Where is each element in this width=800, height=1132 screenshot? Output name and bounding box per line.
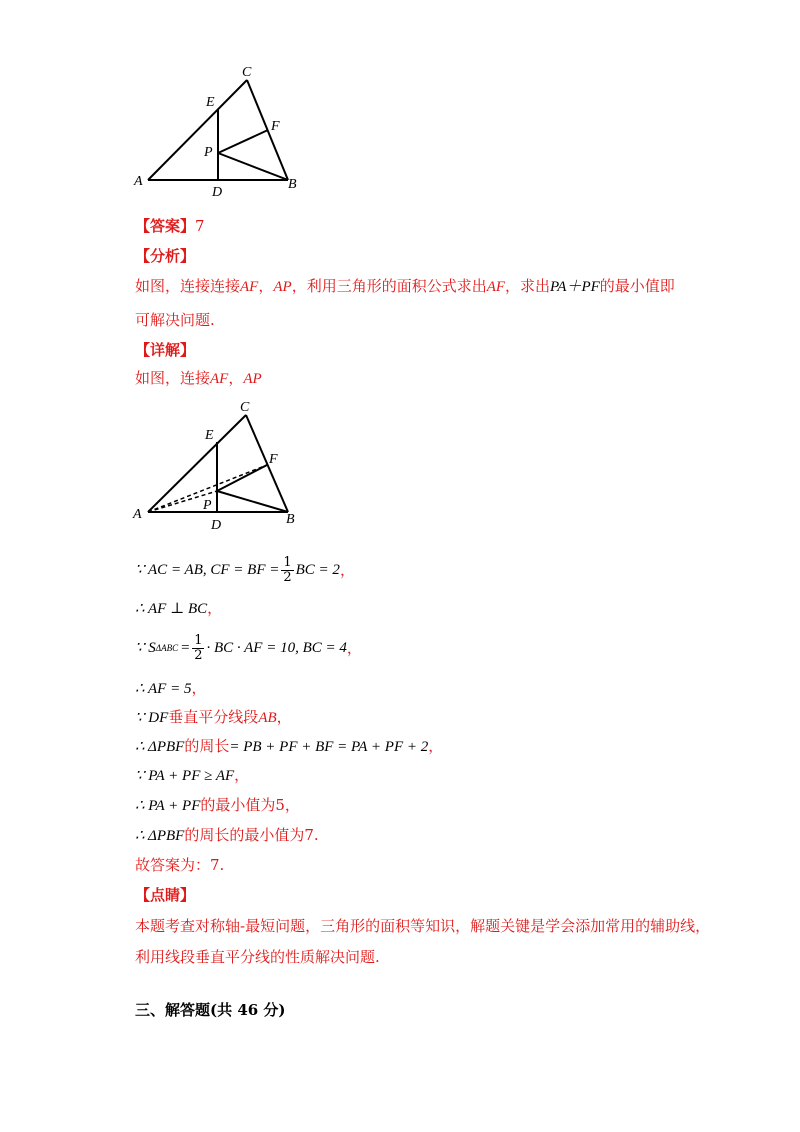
step-text: 的周长 <box>184 737 230 755</box>
step-math: · BC · AF = 10, BC = 4 <box>206 640 347 656</box>
step-math: ∴ AF ⊥ BC <box>135 601 208 617</box>
step-punct: ， <box>276 708 292 726</box>
step-9 <box>135 825 319 846</box>
fraction-denominator: 2 <box>283 569 292 585</box>
step-math: ∴ AF = 5 <box>135 681 192 697</box>
side-bc <box>246 415 288 512</box>
step-math: ∴ ΔPBF <box>135 739 185 755</box>
label-p: P <box>203 498 212 513</box>
step-6 <box>135 736 443 757</box>
segment-pb <box>218 153 288 180</box>
label-b: B <box>288 177 297 192</box>
step-math: ∴ ΔPBF <box>135 828 185 844</box>
answer-tag: 【答案】 <box>135 217 196 235</box>
label-a: A <box>134 174 143 189</box>
step-1 <box>135 550 355 590</box>
step-5 <box>135 707 292 728</box>
step-subscript: ΔABC <box>155 643 179 653</box>
answer-line <box>135 216 205 236</box>
section-heading: 三、解答题(共 46 分) <box>135 1001 286 1019</box>
conclusion: 故答案为：7. <box>135 856 225 874</box>
step-8 <box>135 795 300 816</box>
step-math: ∵ DF <box>135 710 169 726</box>
label-c: C <box>242 65 252 80</box>
analysis-text: ，求出 <box>505 277 551 295</box>
analysis-math: AF <box>240 279 259 295</box>
step-math: ∵ PA + PF ≥ AF <box>135 768 235 784</box>
label-b: B <box>286 512 295 527</box>
step-punct: ， <box>339 561 355 579</box>
step-math: AB <box>258 710 277 726</box>
step-math: = PB + PF + BF = PA + PF + 2 <box>229 739 429 755</box>
analysis-line-1 <box>135 276 675 297</box>
figure-triangle-2 <box>128 395 308 535</box>
fraction-numerator: 1 <box>283 554 292 570</box>
label-f: F <box>269 452 278 467</box>
step-punct: ， <box>346 639 362 657</box>
label-d: D <box>211 518 222 533</box>
step-math: ∴ PA + PF <box>135 798 201 814</box>
label-f: F <box>271 119 280 134</box>
side-ac <box>148 80 247 180</box>
step-text: 的最小值为5， <box>200 796 300 814</box>
answer-value: 7 <box>195 217 205 235</box>
fraction-half <box>281 556 293 585</box>
step-7 <box>135 765 249 786</box>
analysis-math: AP <box>273 279 292 295</box>
label-p: P <box>204 145 213 160</box>
figure-triangle-1 <box>128 60 308 200</box>
label-c: C <box>240 400 250 415</box>
step-math: ∵ S <box>135 640 156 656</box>
analysis-math: AF <box>486 279 506 295</box>
step-punct: ， <box>428 737 444 755</box>
step-2 <box>135 598 222 619</box>
step-text: 垂直平分线段 <box>168 708 259 726</box>
step-text: 的周长的最小值为7. <box>184 826 319 844</box>
fraction-denominator: 2 <box>194 647 203 663</box>
detail-line-1 <box>135 368 262 389</box>
step-punct: ， <box>191 679 207 697</box>
analysis-text: ， <box>258 277 274 295</box>
segment-pb <box>217 491 288 512</box>
fraction-numerator: 1 <box>194 632 203 648</box>
label-e: E <box>205 428 214 443</box>
analysis-text: ，利用三角形的面积公式求出 <box>291 277 487 295</box>
analysis-text: 如图，连接连接 <box>135 277 241 295</box>
step-math: ∵ AC = AB, CF = BF = <box>135 562 280 578</box>
segment-pf <box>218 130 268 153</box>
detail-math: AP <box>243 371 262 387</box>
detail-math: AF <box>210 371 229 387</box>
step-3 <box>135 628 362 668</box>
comment-tag: 【点睛】 <box>135 886 196 904</box>
step-math: BC = 2 <box>295 562 340 578</box>
segment-pf <box>217 465 267 491</box>
step-math: = <box>180 640 191 656</box>
analysis-line-2: 可解决问题. <box>135 311 215 329</box>
detail-text: 如图，连接 <box>135 369 211 387</box>
comment-line-2: 利用线段垂直平分线的性质解决问题. <box>135 948 380 966</box>
fraction-half <box>192 634 204 663</box>
analysis-math: PA＋PF <box>550 279 600 295</box>
step-punct: ， <box>234 766 250 784</box>
detail-text: ， <box>228 369 244 387</box>
step-4 <box>135 678 207 699</box>
step-punct: ， <box>207 599 223 617</box>
label-a: A <box>133 507 142 522</box>
detail-tag: 【详解】 <box>135 341 196 359</box>
comment-line-1: 本题考查对称轴-最短问题，三角形的面积等知识，解题关键是学会添加常用的辅助线， <box>135 917 711 935</box>
analysis-tag: 【分析】 <box>135 247 196 265</box>
label-e: E <box>206 95 215 110</box>
label-d: D <box>212 185 223 200</box>
analysis-text: 的最小值即 <box>599 277 675 295</box>
